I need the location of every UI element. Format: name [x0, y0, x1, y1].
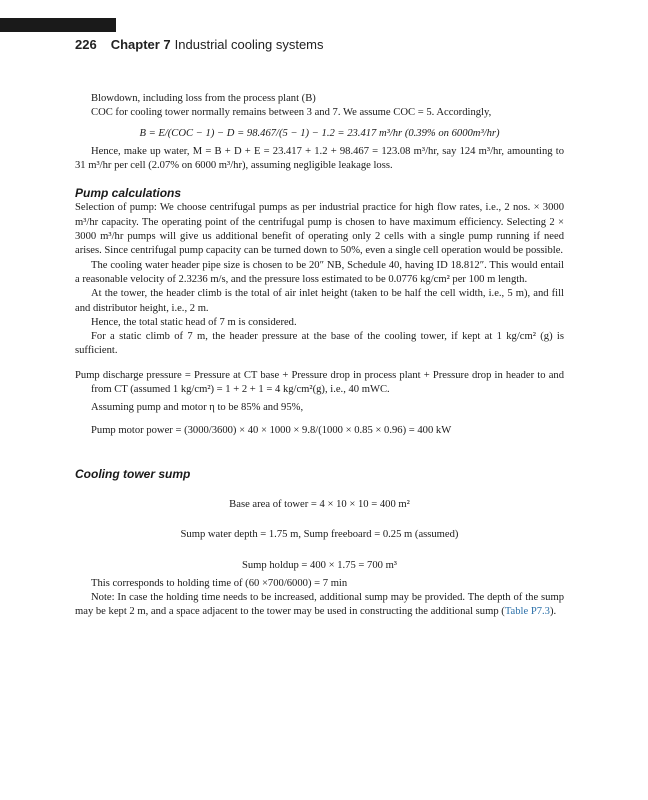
page-body: [75, 92, 564, 620]
sump-depth-equation: Sump water depth = 1.75 m, Sump freeboard = 0.25 m (assumed): [180, 529, 459, 541]
table-p7-3-link[interactable]: Table P7.3: [504, 606, 550, 618]
coc-paragraph: COC for cooling tower normally remains between 3 and 7. We assume COC = 5. Accordingly,: [91, 107, 492, 119]
makeup-paragraph: Hence, make up water, M = B + D + E = 23.417 + 1.2 + 98.467 = 123.08 m³/hr, say 124 m³/hr, amounting to 31 m³/hr per cell (2.07% on 6000 m³/hr), assuming negligible leakage loss.: [75, 145, 564, 172]
pump-paragraph-1: Selection of pump: We choose centrifugal pumps as per industrial practice for high flow rates, i.e., 2 nos. × 3000 m³/hr capacity. The operating point of the centrifugal pump is chosen to have maximum efficiency. Selecting 2 × 3000 m³/hr pumps will give us additional benefit of operating only 2 cells with a single pump running if need arises. Since centrifugal pump capacity can be turned down to 50%, even a single cell operation would be possible.: [75, 202, 564, 257]
page-number: 226: [75, 37, 97, 52]
sump-holdup-equation: Sump holdup = 400 × 1.75 = 700 m³: [241, 559, 397, 571]
sump-note-text: Note: In case the holding time needs to be increased, additional sump may be provided. The depth of the sump may be kept 2 m, and a space adjacent to the tower may be used in constructing the additional sump (: [75, 592, 564, 618]
running-header: [75, 37, 324, 52]
pump-efficiency-line: Assuming pump and motor η to be 85% and 95%,: [91, 402, 304, 414]
blowdown-equation: B = E/(COC − 1) − D = 98.467/(5 − 1) − 1.2 = 23.417 m³/hr (0.39% on 6000m³/hr): [139, 127, 500, 139]
chapter-title: Industrial cooling systems: [174, 37, 324, 52]
chapter-label: Chapter 7: [110, 37, 171, 52]
pump-paragraph-2: The cooling water header pipe size is chosen to be 20″ NB, Schedule 40, having ID 18.812″. This would entail a reasonable velocity of 2.3236 m/s, and the pressure loss estimated to be 0.0776 kg/cm² per 100 m length.: [75, 259, 564, 285]
pump-heading: Pump calculations: [75, 186, 182, 201]
sump-holding-time: This corresponds to holding time of (60 ×700/6000) = 7 min: [91, 577, 348, 589]
sump-note: [75, 591, 564, 620]
pump-paragraph-4: Hence, the total static head of 7 m is considered.: [91, 316, 297, 328]
pump-paragraph-5: For a static climb of 7 m, the header pressure at the base of the cooling tower, if kept at 1 kg/cm² (g) is sufficient.: [75, 331, 564, 357]
pump-motor-power-equation: Pump motor power = (3000/3600) × 40 × 1000 × 9.8/(1000 × 0.85 × 0.96) = 400 kW: [91, 424, 452, 436]
header-bar: [0, 18, 116, 32]
sump-base-area-equation: Base area of tower = 4 × 10 × 10 = 400 m²: [229, 498, 410, 510]
sump-note-end: ).: [549, 606, 557, 618]
pump-discharge-pressure: Pump discharge pressure = Pressure at CT base + Pressure drop in process plant + Pressure drop in header to and from CT (assumed 1 kg/cm²) = 1 + 2 + 1 = 4 kg/cm²(g), i.e., 40 mWC.: [75, 369, 564, 396]
pump-paragraph-3: At the tower, the header climb is the total of air inlet height (taken to be half the cell width, i.e., 5 m), and fill and distributor height, i.e., 2 m.: [75, 288, 564, 314]
blowdown-title: Blowdown, including loss from the process plant (B): [91, 93, 316, 104]
sump-heading: Cooling tower sump: [75, 466, 191, 481]
